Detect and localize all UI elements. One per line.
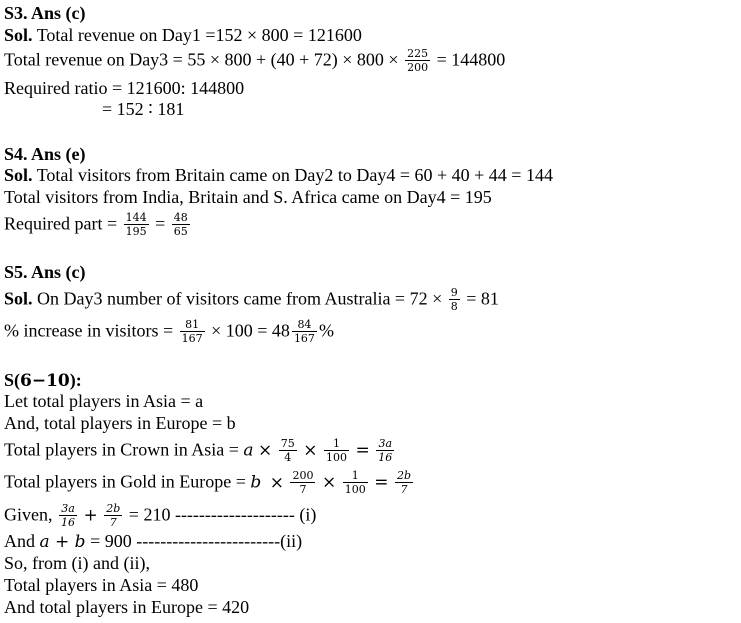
gold-europe-label: Total players in Gold in Europe = (4, 471, 246, 492)
sol-label: Sol. (4, 25, 33, 45)
equation-ii: = 900 ------------------------(ii) (90, 531, 303, 551)
denominator: 167 (181, 332, 203, 345)
s5-australia-visitors: On Day3 number of visitors came from Australia = 72 × (32, 288, 443, 309)
s4-line-2: Total visitors from India, Britain and S. Africa came on Day4 = 195 (4, 187, 492, 207)
s3-line-4: = 152 ∶ 181 (102, 99, 185, 119)
variable-b: b (250, 472, 262, 493)
denominator: 100 (326, 451, 348, 464)
fraction (449, 286, 460, 313)
numerator: 144 (125, 211, 147, 224)
multiply-expression: × 100 = 48 (211, 320, 290, 341)
numerator: 200 (292, 469, 314, 482)
equals-sign: = (355, 440, 370, 461)
fraction (324, 437, 349, 464)
s6-line-4 (4, 470, 415, 497)
s3-day3-revenue: Total revenue on Day3 = 55 × 800 + (40 + 72) × 800 × (4, 49, 399, 70)
crown-asia-label: Total players in Crown in Asia = (4, 439, 239, 460)
sol-label: Sol. (4, 288, 33, 309)
denominator: 8 (450, 300, 458, 313)
s6-line-6 (4, 530, 302, 553)
variable-a: a (243, 440, 254, 461)
denominator: 167 (293, 332, 315, 345)
numerator: 225 (407, 47, 429, 60)
s4-line-3 (4, 212, 192, 239)
numerator: 2b (106, 502, 121, 515)
result: = 144800 (436, 49, 506, 70)
plus-sign: + (83, 505, 98, 526)
denominator: 7 (400, 483, 408, 496)
s5-heading: S5. Ans (c) (4, 262, 86, 282)
s6-line-2: And, total players in Europe = b (4, 413, 236, 433)
denominator: 195 (125, 225, 147, 238)
numerator: 3a (376, 437, 394, 451)
s3-day1-revenue: Total revenue on Day1 =152 × 800 = 121600 (32, 25, 362, 45)
fraction (279, 437, 297, 464)
s3-heading: S3. Ans (c) (4, 3, 86, 23)
s4-line-1 (4, 164, 553, 186)
denominator: 200 (407, 61, 429, 74)
s5-line-2 (4, 319, 334, 346)
s6-10-heading (4, 369, 82, 392)
heading-suffix: ): (69, 370, 82, 390)
denominator: 65 (173, 225, 188, 238)
fraction (59, 502, 77, 529)
fraction (405, 47, 430, 74)
s6-line-3 (4, 438, 396, 465)
required-part-label: Required part = (4, 213, 118, 234)
numerator: 48 (173, 211, 188, 224)
fraction (292, 318, 317, 345)
fraction (180, 318, 205, 345)
s3-line-2 (4, 48, 505, 75)
s6-line-1: Let total players in Asia = a (4, 391, 204, 411)
fraction (290, 469, 315, 496)
denominator: 16 (378, 451, 393, 464)
numerator: 9 (450, 286, 458, 299)
fraction (172, 211, 190, 238)
percent-sign: % (318, 320, 334, 341)
numerator: 75 (280, 437, 295, 450)
sum-expression: a + b (39, 532, 86, 552)
s3-line-1 (4, 24, 362, 46)
s3-line-3: Required ratio = 121600: 144800 (4, 78, 245, 98)
numerator: 1 (343, 469, 368, 483)
heading-range: 6−10 (20, 371, 70, 391)
numerator: 84 (292, 318, 317, 332)
denominator: 7 (109, 516, 117, 529)
denominator: 7 (299, 483, 307, 496)
denominator: 16 (61, 516, 75, 529)
fraction (104, 502, 122, 529)
fraction (376, 437, 394, 464)
s4-britain-visitors: Total visitors from Britain came on Day2 to Day4 = 60 + 40 + 44 = 144 (32, 165, 553, 185)
s6-line-7: So, from (i) and (ii), (4, 553, 150, 573)
s4-heading: S4. Ans (e) (4, 144, 86, 164)
equation-i: = 210 -------------------- (i) (128, 504, 317, 525)
numerator: 81 (180, 318, 205, 332)
sol-label: Sol. (4, 165, 33, 185)
result: = 81 (466, 288, 499, 309)
s6-line-5 (4, 503, 316, 530)
fraction (124, 211, 149, 238)
s6-line-8: Total players in Asia = 480 (4, 575, 199, 595)
numerator: 3a (59, 502, 77, 516)
heading-prefix: S( (4, 370, 21, 390)
fraction (395, 469, 413, 496)
denominator: 4 (284, 451, 292, 464)
times-sign: × (269, 472, 284, 493)
numerator: 2b (396, 469, 412, 482)
fraction (343, 469, 368, 496)
equals-sign: = (374, 472, 389, 493)
given-label: Given, (4, 504, 53, 525)
percent-increase-label: % increase in visitors = (4, 320, 174, 341)
denominator: 100 (344, 483, 366, 496)
and-label: And (4, 531, 35, 551)
times-sign: × (303, 440, 318, 461)
times-sign: × (258, 440, 273, 461)
times-sign: × (321, 472, 337, 493)
s5-line-1 (4, 287, 499, 314)
numerator: 1 (324, 437, 349, 451)
s6-line-9: And total players in Europe = 420 (4, 597, 250, 617)
equals-sign: = (155, 213, 166, 234)
